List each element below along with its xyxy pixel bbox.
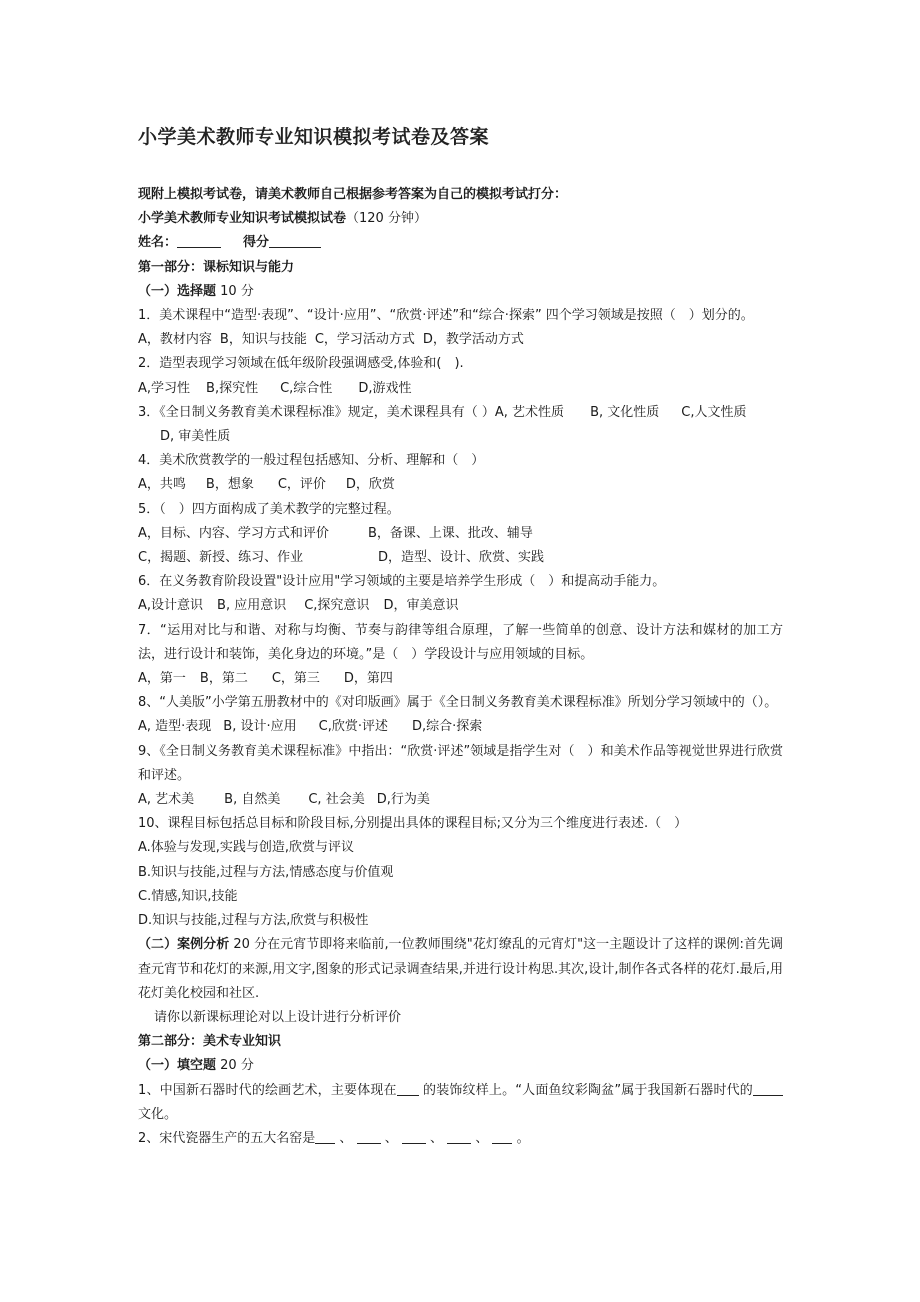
q8-option-a: A, 造型·表现 xyxy=(138,719,212,735)
fill-title: （一）填空题 xyxy=(138,1058,217,1074)
q7-option-a: A，第一 xyxy=(138,671,186,687)
q5-option-a: A，目标、内容、学习方式和评价 xyxy=(138,525,329,541)
f2-blank-4 xyxy=(447,1129,471,1144)
sec1-heading xyxy=(138,280,783,304)
f2-blank-5 xyxy=(492,1129,512,1144)
question-9: 9、《全日制义务教育美术课程标准》中指出：“欣赏·评述”领域是指学生对（ ）和美术作品等视觉世界进行欣赏和评述。 xyxy=(138,743,783,783)
q1-option-b: B，知识与技能 xyxy=(219,332,307,348)
q2-option-a: A,学习性 xyxy=(138,380,191,396)
q2-option-b: B,探究性 xyxy=(206,380,259,396)
q2-option-d: D,游戏性 xyxy=(358,380,412,396)
question-6: 6．在义务教育阶段设置"设计应用"学习领域的主要是培养学生形成（ ）和提高动手能力。 xyxy=(138,574,666,590)
sec2-title: （二）案例分析 xyxy=(138,937,230,953)
question-10: 10、课程目标包括总目标和阶段目标,分别提出具体的课程目标;又分为三个维度进行表述.（ ） xyxy=(138,816,688,832)
name-score-line xyxy=(138,231,783,255)
question-6-options xyxy=(138,594,783,618)
q4-option-c: C，评价 xyxy=(277,477,326,493)
f1-part-a: 1、中国新石器时代的绘画艺术，主要体现在 xyxy=(138,1082,397,1098)
q9-option-b: B, 自然美 xyxy=(224,792,281,808)
subtitle-time: （120 分钟） xyxy=(346,211,427,227)
document-body xyxy=(138,183,783,1151)
question-4: 4．美术欣赏教学的一般过程包括感知、分析、理解和（ ） xyxy=(138,453,485,469)
f2-sep-4: 、 xyxy=(475,1130,489,1146)
sec1-title: （一）选择题 xyxy=(138,283,217,299)
subtitle-text: 小学美术教师专业知识考试模拟试卷 xyxy=(138,211,347,227)
question-1-options xyxy=(138,328,783,352)
f1-part-c: 文化。 xyxy=(138,1106,178,1122)
f2-part-a: 2、宋代瓷器生产的五大名窑是 xyxy=(138,1130,316,1146)
q8-option-b: B, 设计·应用 xyxy=(223,719,297,735)
q8-option-d: D,综合·探索 xyxy=(411,719,483,735)
q3-option-d: D, 审美性质 xyxy=(160,429,231,445)
q10-option-a: A.体验与发现,实践与创造,欣赏与评议 xyxy=(138,840,355,856)
q7-option-d: D，第四 xyxy=(343,671,393,687)
f2-sep-3: 、 xyxy=(430,1130,444,1146)
f2-sep-2: 、 xyxy=(384,1130,398,1146)
score-blank xyxy=(269,233,321,248)
part1-heading: 第一部分：课标知识与能力 xyxy=(138,259,295,275)
case-analysis xyxy=(138,933,783,1006)
q8-option-c: C,欣赏·评述 xyxy=(318,719,388,735)
q9-option-c: C, 社会美 xyxy=(308,792,365,808)
q5-option-d: D，造型、设计、欣赏、实践 xyxy=(378,550,545,566)
name-blank xyxy=(177,233,221,248)
sec2-text: 20 分在元宵节即将来临前,一位教师围绕"花灯缭乱的元宵灯"这一主题设计了这样的课例:首先调查元宵节和花灯的来源,用文字,图象的形式记录调查结果,并进行设计构思.其次,设计,制作各式各样的花灯.最后,用花灯美化校园和社区. xyxy=(138,937,783,1001)
question-5-options-ab xyxy=(138,522,783,546)
question-5-options-cd xyxy=(138,546,783,570)
q10-option-b: B.知识与技能,过程与方法,情感态度与价值观 xyxy=(138,864,394,880)
sec1-points: 10 分 xyxy=(220,283,254,299)
question-7-options xyxy=(138,667,783,691)
q3-text: 3．《全日制义务教育美术课程标准》规定，美术课程具有（ ）A, 艺术性质 xyxy=(138,404,565,420)
q6-option-a: A,设计意识 xyxy=(138,598,204,614)
document-title: 小学美术教师专业知识模拟考试卷及答案 xyxy=(138,126,490,148)
fill-points: 20 分 xyxy=(220,1058,254,1074)
sec2-task: 请你以新课标理论对以上设计进行分析评价 xyxy=(154,1009,402,1025)
question-5: 5．（ ）四方面构成了美术教学的完整过程。 xyxy=(138,501,400,517)
question-2-options xyxy=(138,377,783,401)
fill-heading xyxy=(138,1054,783,1078)
f1-blank-2 xyxy=(753,1081,783,1096)
f2-end: 。 xyxy=(516,1130,530,1146)
q4-option-a: A，共鸣 xyxy=(138,477,186,493)
q5-option-b: B，备课、上课、批改、辅导 xyxy=(368,525,533,541)
q7-option-b: B，第二 xyxy=(199,671,248,687)
q4-option-b: B，想象 xyxy=(205,477,254,493)
fill-question-2 xyxy=(138,1127,783,1151)
f2-blank-3 xyxy=(402,1129,426,1144)
f1-blank-1 xyxy=(397,1081,419,1096)
score-label: 得分 xyxy=(243,235,270,251)
q1-option-a: A，教材内容 xyxy=(138,332,212,348)
question-2: 2．造型表现学习领域在低年级阶段强调感受,体验和( ). xyxy=(138,356,464,372)
q4-option-d: D，欣赏 xyxy=(345,477,395,493)
f1-part-b: 的装饰纹样上。“人面鱼纹彩陶盆”属于我国新石器时代的 xyxy=(423,1082,753,1098)
q6-option-d: D，审美意识 xyxy=(383,598,459,614)
intro-line: 现附上模拟考试卷，请美术教师自己根据参考答案为自己的模拟考试打分： xyxy=(138,187,568,202)
name-label: 姓名： xyxy=(138,235,178,251)
question-8: 8、“人美版”小学第五册教材中的《对印版画》属于《全日制义务教育美术课程标准》所划分学习领域中的（）。 xyxy=(138,695,778,711)
q9-option-d: D,行为美 xyxy=(376,792,430,808)
f2-sep-1: 、 xyxy=(339,1130,353,1146)
question-4-options xyxy=(138,473,783,497)
q3-option-c: C,人文性质 xyxy=(681,404,747,420)
question-8-options xyxy=(138,715,783,739)
q1-option-c: C，学习活动方式 xyxy=(314,332,415,348)
q10-option-d: D.知识与技能,过程与方法,欣赏与积极性 xyxy=(138,913,369,929)
f2-blank-1 xyxy=(315,1129,335,1144)
question-1: 1．美术课程中“造型·表现”、“设计·应用”、“欣赏·评述”和“综合·探索” 四个学习领域是按照（ ）划分的。 xyxy=(138,308,754,324)
q9-option-a: A, 艺术美 xyxy=(138,792,195,808)
question-7: 7．“运用对比与和谐、对称与均衡、节奏与韵律等组合原理，了解一些简单的创意、设计方法和媒材的加工方法，进行设计和装饰，美化身边的环境。”是（ ）学段设计与应用领域的目标。 xyxy=(138,622,783,662)
part2-heading: 第二部分：美术专业知识 xyxy=(138,1034,282,1050)
q1-option-d: D，教学活动方式 xyxy=(422,332,524,348)
q10-option-c: C.情感,知识,技能 xyxy=(138,888,238,904)
f2-blank-2 xyxy=(357,1129,381,1144)
q2-option-c: C,综合性 xyxy=(280,380,333,396)
question-3 xyxy=(138,401,783,425)
q7-option-c: C，第三 xyxy=(271,671,320,687)
q3-option-b: B, 文化性质 xyxy=(590,404,660,420)
q5-option-c: C，揭题、新授、练习、作业 xyxy=(138,550,304,566)
fill-question-1 xyxy=(138,1079,783,1127)
question-9-options xyxy=(138,788,783,812)
q6-option-c: C,探究意识 xyxy=(304,598,370,614)
subtitle-line xyxy=(138,207,783,231)
q6-option-b: B, 应用意识 xyxy=(217,598,287,614)
